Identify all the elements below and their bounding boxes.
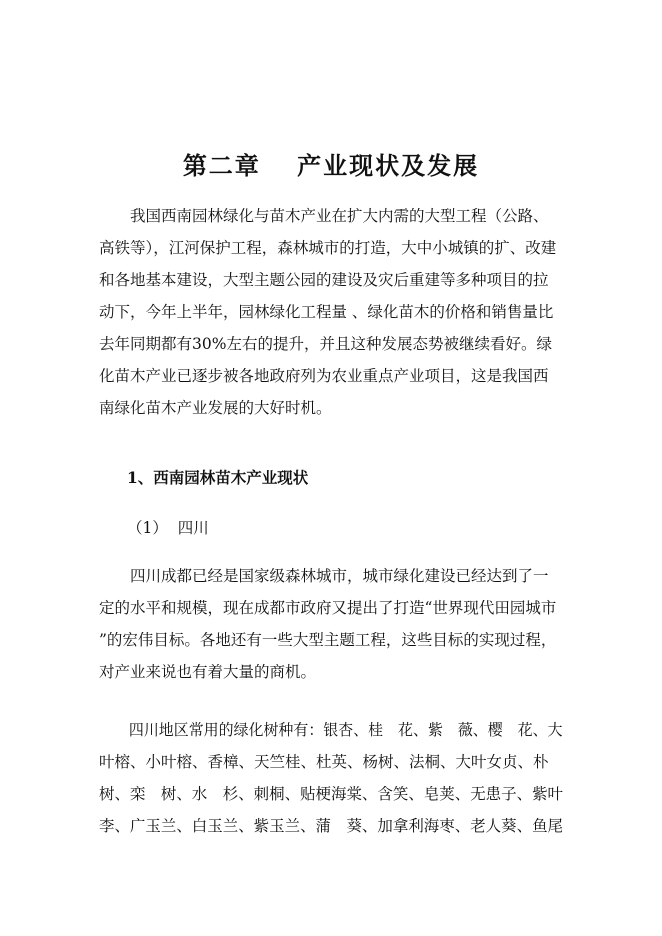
sichuan-line-1: 四川成都已经是国家级森林城市，城市绿化建设已经达到了一 <box>99 567 549 585</box>
intro-line-3: 和各地基本建设，大型主题公园的建设及灾后重建等多种项目的拉 <box>99 271 549 289</box>
sichuan-line-3: ”的宏伟目标。各地还有一些大型主题工程，这些目标的实现过程， <box>99 631 557 649</box>
intro-line-4: 动下，今年上半年，园林绿化工程量 、绿化苗木的价格和销售量比 <box>99 303 554 321</box>
intro-line-7: 南绿化苗木产业发展的大好时机。 <box>99 399 332 417</box>
species-line-4: 李、广玉兰、白玉兰、紫玉兰、蒲 葵、加拿利海枣、老人葵、鱼尾 <box>99 817 564 835</box>
intro-line-5: 去年同期都有30%左右的提升，并且这种发展态势被继续看好。绿 <box>99 335 552 353</box>
intro-line-6: 化苗木产业已逐步被各地政府列为农业重点产业项目，这是我国西 <box>99 367 549 385</box>
intro-line-1: 我国西南园林绿化与苗木产业在扩大内需的大型工程（公路、 <box>99 207 549 225</box>
species-line-1: 四川地区常用的绿化树种有：银杏、桂 花、紫 薇、樱 花、大 <box>99 721 563 739</box>
species-line-2: 叶榕、小叶榕、香樟、天竺桂、杜英、杨树、法桐、大叶女贞、朴 <box>99 753 549 771</box>
chapter-title: 第二章 产业现状及发展 <box>182 151 480 180</box>
sichuan-line-2: 定的水平和规模，现在成都市政府又提出了打造“世界现代田园城市 <box>99 599 557 617</box>
sichuan-line-4: 对产业来说也有着大量的商机。 <box>99 663 317 681</box>
intro-line-2: 高铁等），江河保护工程，森林城市的打造，大中小城镇的扩、改建 <box>99 239 557 257</box>
section-heading: 1、西南园林苗木产业现状 <box>127 468 309 487</box>
species-line-3: 树、栾 树、水 杉、刺桐、贴梗海棠、含笑、皂荚、无患子、紫叶 <box>99 785 564 803</box>
subsection-heading: （1） 四川 <box>127 519 209 537</box>
